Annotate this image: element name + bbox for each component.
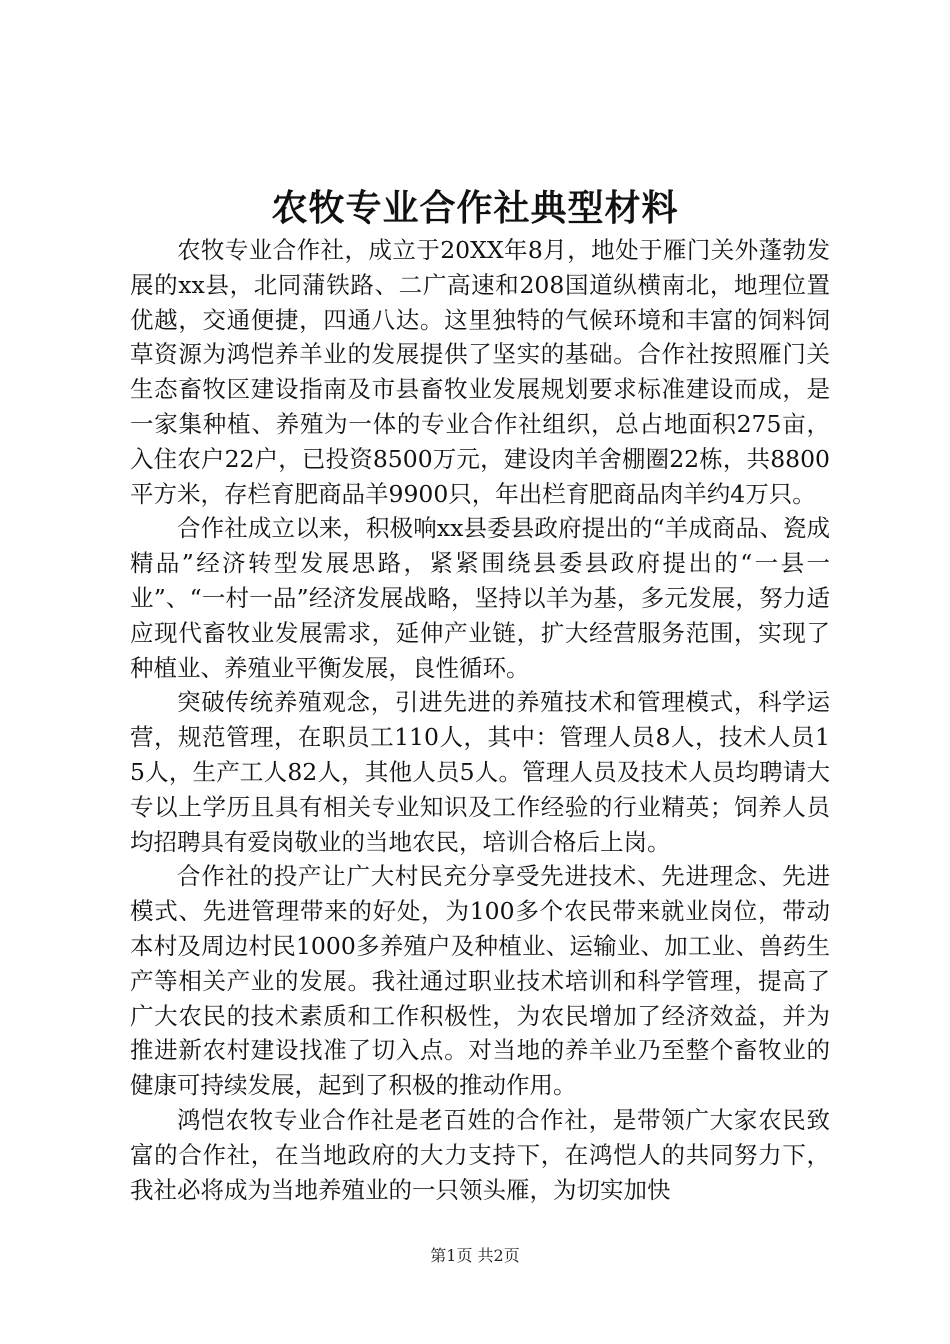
paragraph-1: 农牧专业合作社，成立于20XX年8月，地处于雁门关外蓬勃发展的xx县，北同蒲铁路、二广高速和208国道纵横南北，地理位置优越，交通便捷，四通八达。这里独特的气候环境和丰富的饲料饲草资源为鸿恺养羊业的发展提供了坚实的基础。合作社按照雁门关生态畜牧区建设指南及市县畜牧业发展规划要求标准建设而成，是一家集种植、养殖为一体的专业合作社组织，总占地面积275亩，入住农户22户，已投资8500万元，建设肉羊舍棚圈22栋，共8800平方米，存栏育肥商品羊9900只，年出栏育肥商品肉羊约4万只。	[130, 236, 830, 508]
paragraph-2: 合作社成立以来，积极响xx县委县政府提出的“羊成商品、瓷成精品”经济转型发展思路，紧紧围绕县委县政府提出的“一县一业”、“一村一品”经济发展战略，坚持以羊为基，多元发展，努力适应现代畜牧业发展需求，延伸产业链，扩大经营服务范围，实现了种植业、养殖业平衡发展，良性循环。	[130, 514, 830, 682]
paragraph-4: 合作社的投产让广大村民充分享受先进技术、先进理念、先进模式、先进管理带来的好处，为100多个农民带来就业岗位，带动本村及周边村民1000多养殖户及种植业、运输业、加工业、兽药生产等相关产业的发展。我社通过职业技术培训和科学管理，提高了广大农民的技术素质和工作积极性，为农民增加了经济效益，并为推进新农村建设找准了切入点。对当地的养羊业乃至整个畜牧业的健康可持续发展，起到了积极的推动作用。	[130, 862, 830, 1100]
document-body	[130, 233, 830, 1207]
page-number-footer: 第1页 共2页	[430, 1246, 520, 1265]
paragraph-3: 突破传统养殖观念，引进先进的养殖技术和管理模式，科学运营，规范管理，在职员工110人，其中：管理人员8人，技术人员15人，生产工人82人，其他人员5人。管理人员及技术人员均聘请大专以上学历且具有相关专业知识及工作经验的行业精英；饲养人员均招聘具有爱岗敬业的当地农民，培训合格后上岗。	[130, 688, 830, 856]
paragraph-5: 鸿恺农牧专业合作社是老百姓的合作社，是带领广大家农民致富的合作社，在当地政府的大力支持下，在鸿恺人的共同努力下，我社必将成为当地养殖业的一只领头雁，为切实加快	[130, 1105, 830, 1204]
document-title: 农牧专业合作社典型材料	[271, 187, 679, 229]
